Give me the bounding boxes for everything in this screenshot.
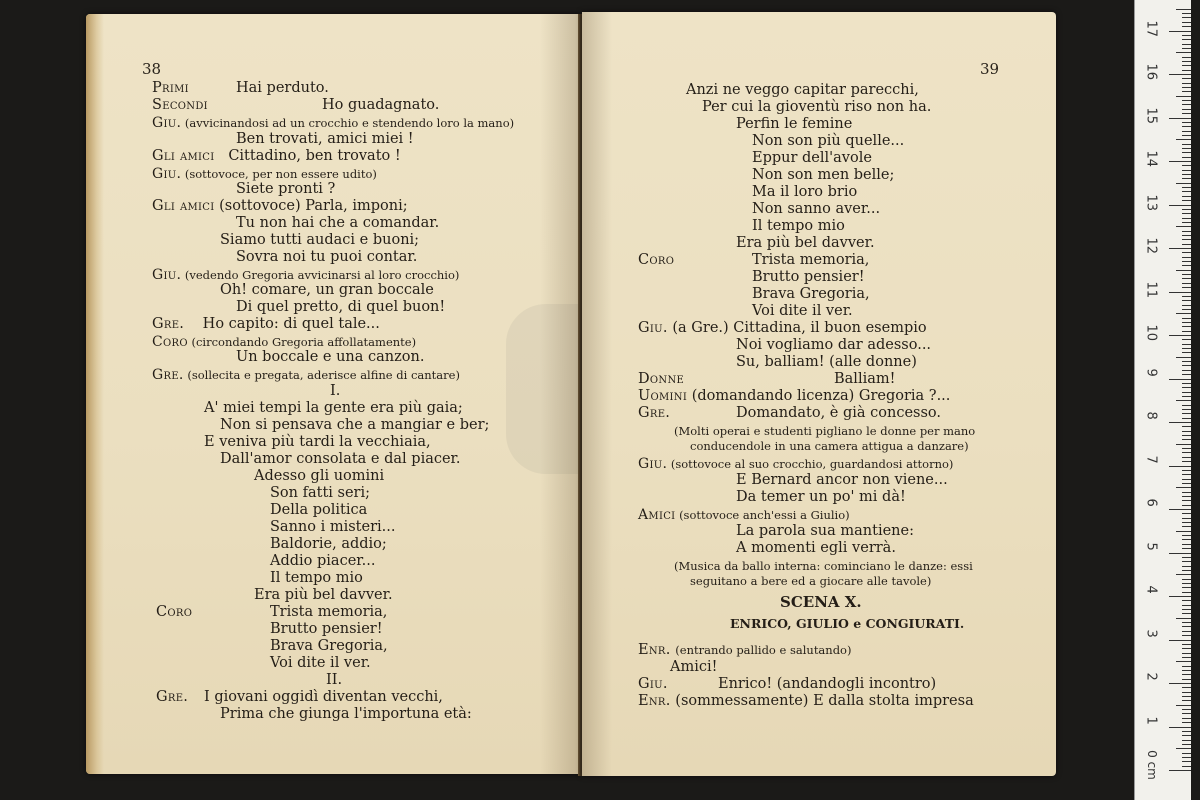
ruler-tick <box>1182 331 1191 332</box>
ruler-tick <box>1182 753 1191 754</box>
text-line: Oh! comare, un gran boccale <box>220 282 434 298</box>
ruler-tick <box>1169 683 1191 684</box>
ruler-tick <box>1182 278 1191 279</box>
text-line: Amici! <box>670 659 718 675</box>
ruler-tick <box>1182 374 1191 375</box>
text-line: Gre. (sollecita e pregata, aderisce alfine di cantare) <box>152 367 460 383</box>
ruler-tick <box>1182 766 1191 767</box>
ruler-tick <box>1182 744 1191 745</box>
ruler-tick <box>1176 226 1191 227</box>
ruler-tick <box>1182 757 1191 758</box>
ruler-tick <box>1182 196 1191 197</box>
ruler-tick <box>1176 183 1191 184</box>
ruler-label: 4 <box>1143 585 1159 594</box>
ruler-tick <box>1182 566 1191 567</box>
ruler-tick <box>1182 239 1191 240</box>
ruler-tick <box>1176 400 1191 401</box>
ruler-tick <box>1176 313 1191 314</box>
ruler-tick <box>1182 418 1191 419</box>
measurement-ruler <box>1134 0 1191 800</box>
ruler-tick <box>1169 596 1191 597</box>
ruler-label: 5 <box>1143 542 1159 551</box>
ruler-tick <box>1176 270 1191 271</box>
text-line: Gli amici (sottovoce) Parla, imponi; <box>152 198 408 214</box>
ruler-tick <box>1182 109 1191 110</box>
ruler-tick <box>1182 761 1191 762</box>
ruler-tick <box>1182 713 1191 714</box>
ruler-tick <box>1182 22 1191 23</box>
ruler-tick <box>1182 579 1191 580</box>
ruler-tick <box>1182 474 1191 475</box>
text-line: Non son più quelle... <box>752 133 905 149</box>
text-line: E veniva più tardi la vecchiaia, <box>204 434 431 450</box>
ruler-tick <box>1182 722 1191 723</box>
ruler-tick <box>1182 91 1191 92</box>
right-page-number: 39 <box>980 60 1000 78</box>
text-line: Il tempo mio <box>752 218 845 234</box>
ruler-tick <box>1182 287 1191 288</box>
ruler-tick <box>1176 574 1191 575</box>
ruler-tick <box>1182 191 1191 192</box>
text-line: Enr. (sommessamente) E dalla stolta impresa <box>638 693 974 709</box>
text-line: Voi dite il ver. <box>270 655 371 671</box>
ruler-tick <box>1182 213 1191 214</box>
ruler-tick <box>1182 631 1191 632</box>
ruler-tick <box>1176 748 1191 749</box>
ruler-tick <box>1182 339 1191 340</box>
text-line: Hai perduto. <box>236 80 329 96</box>
text-line: Son fatti seri; <box>270 485 370 501</box>
ruler-tick <box>1176 705 1191 706</box>
ruler-label: 3 <box>1143 629 1159 638</box>
ruler-label: 8 <box>1143 411 1159 420</box>
ruler-tick <box>1182 592 1191 593</box>
ruler-tick <box>1182 461 1191 462</box>
text-line: Amici (sottovoce anch'essi a Giulio) <box>638 507 850 523</box>
ruler-tick <box>1182 666 1191 667</box>
ruler-tick <box>1182 322 1191 323</box>
ruler-tick <box>1182 65 1191 66</box>
ruler-tick <box>1169 379 1191 380</box>
scene-characters: ENRICO, GIULIO e CONGIURATI. <box>730 616 965 631</box>
ruler-tick <box>1182 296 1191 297</box>
ruler-tick <box>1182 165 1191 166</box>
text-line: La parola sua mantiene: <box>736 523 914 539</box>
ruler-tick <box>1182 274 1191 275</box>
ruler-tick <box>1182 605 1191 606</box>
ruler-tick <box>1182 344 1191 345</box>
ruler-tick <box>1182 570 1191 571</box>
ruler-label: 9 <box>1143 368 1159 377</box>
ruler-tick <box>1182 600 1191 601</box>
text-line: Perfin le femine <box>736 116 853 132</box>
ruler-tick <box>1182 131 1191 132</box>
ruler-tick <box>1182 387 1191 388</box>
ruler-tick <box>1182 470 1191 471</box>
ruler-tick <box>1182 496 1191 497</box>
ruler-tick <box>1182 435 1191 436</box>
ruler-tick <box>1182 513 1191 514</box>
ruler-tick <box>1182 653 1191 654</box>
text-line: Coro <box>156 604 193 620</box>
ruler-tick <box>1182 431 1191 432</box>
text-line: Giu. (avvicinandosi ad un crocchio e stendendo loro la mano) <box>152 115 515 131</box>
ruler-tick <box>1182 718 1191 719</box>
ruler-tick <box>1182 87 1191 88</box>
text-line: Il tempo mio <box>270 570 363 586</box>
text-line: E Bernard ancor non viene... <box>736 472 948 488</box>
ruler-tick <box>1182 735 1191 736</box>
ruler-tick <box>1182 692 1191 693</box>
text-line: Prima che giunga l'importuna età: <box>220 706 472 722</box>
ruler-tick <box>1182 113 1191 114</box>
ruler-tick <box>1176 139 1191 140</box>
text-line: Adesso gli uomini <box>254 468 385 484</box>
ruler-tick <box>1182 252 1191 253</box>
ruler-tick <box>1182 535 1191 536</box>
ruler-tick <box>1182 78 1191 79</box>
text-line: Donne <box>638 371 685 387</box>
section-number: I. <box>330 383 341 399</box>
ruler-tick <box>1176 661 1191 662</box>
text-line: Anzi ne veggo capitar parecchi, <box>686 82 919 98</box>
text-line: A' miei tempi la gente era più gaia; <box>204 400 463 416</box>
ruler-tick <box>1182 439 1191 440</box>
ruler-tick <box>1182 148 1191 149</box>
ruler-tick <box>1182 644 1191 645</box>
stage-direction: (Molti operai e studenti pigliano le donne per mano <box>674 424 976 438</box>
text-line: Ma il loro brio <box>752 184 858 200</box>
ruler-tick <box>1182 309 1191 310</box>
ruler-tick <box>1182 35 1191 36</box>
ruler-tick <box>1182 396 1191 397</box>
ruler-label: 2 <box>1143 672 1159 681</box>
left-page-number: 38 <box>142 60 162 78</box>
ruler-tick <box>1182 409 1191 410</box>
ruler-tick <box>1182 648 1191 649</box>
ruler-tick <box>1182 370 1191 371</box>
ruler-tick <box>1182 674 1191 675</box>
ruler-tick <box>1182 13 1191 14</box>
text-line: Gre. <box>638 405 671 421</box>
text-line: Da temer un po' mi dà! <box>736 489 906 505</box>
ruler-tick <box>1182 39 1191 40</box>
watermark-logo <box>506 304 580 474</box>
ruler-tick <box>1182 526 1191 527</box>
ruler-tick <box>1176 487 1191 488</box>
ruler-tick <box>1182 283 1191 284</box>
ruler-label: 6 <box>1143 498 1159 507</box>
ruler-label: 14 <box>1143 150 1159 168</box>
ruler-tick <box>1182 561 1191 562</box>
ruler-tick <box>1182 483 1191 484</box>
ruler-tick <box>1169 553 1191 554</box>
ruler-tick <box>1169 335 1191 336</box>
text-line: Addio piacer... <box>270 553 376 569</box>
ruler-label: 16 <box>1143 63 1159 81</box>
text-line: Enrico! (andandogli incontro) <box>718 676 937 692</box>
ruler-tick <box>1182 626 1191 627</box>
ruler-tick <box>1169 509 1191 510</box>
text-line: Coro (circondando Gregoria affollatamente) <box>152 334 417 350</box>
ruler-tick <box>1182 318 1191 319</box>
stage-direction: (Musica da ballo interna: cominciano le danze: essi <box>674 559 973 573</box>
ruler-tick <box>1182 500 1191 501</box>
ruler-tick <box>1182 557 1191 558</box>
ruler-tick <box>1182 365 1191 366</box>
ruler-tick <box>1182 613 1191 614</box>
text-line: I giovani oggidì diventan vecchi, <box>204 689 443 705</box>
ruler-tick <box>1176 96 1191 97</box>
ruler-tick <box>1176 618 1191 619</box>
text-line: Brava Gregoria, <box>752 286 870 302</box>
ruler-tick <box>1182 731 1191 732</box>
ruler-tick <box>1182 265 1191 266</box>
text-line: Uomini (domandando licenza) Gregoria ?... <box>638 388 951 404</box>
ruler-tick <box>1182 187 1191 188</box>
text-line: Gli amici Cittadino, ben trovato ! <box>152 148 401 164</box>
text-line: Sanno i misteri... <box>270 519 396 535</box>
ruler-tick <box>1182 709 1191 710</box>
text-line: Un boccale e una canzon. <box>236 349 425 365</box>
ruler-tick <box>1169 422 1191 423</box>
ruler-tick <box>1169 248 1191 249</box>
ruler-label: 7 <box>1143 455 1159 464</box>
text-line: Giu. (sottovoce, per non essere udito) <box>152 166 377 182</box>
text-line: Voi dite il ver. <box>752 303 853 319</box>
ruler-tick <box>1182 244 1191 245</box>
ruler-tick <box>1182 448 1191 449</box>
ruler-tick <box>1182 505 1191 506</box>
section-number: II. <box>326 672 343 688</box>
stage-direction: conducendole in una camera attigua a danzare) <box>690 439 969 453</box>
text-line: Sovra noi tu puoi contar. <box>236 249 418 265</box>
ruler-tick <box>1182 413 1191 414</box>
ruler-tick <box>1182 152 1191 153</box>
ruler-tick <box>1169 640 1191 641</box>
ruler-tick <box>1169 770 1191 771</box>
ruler-tick <box>1182 609 1191 610</box>
text-line: Giu. (vedendo Gregoria avvicinarsi al loro crocchio) <box>152 267 460 283</box>
ruler-tick <box>1169 292 1191 293</box>
text-line: Dall'amor consolata e dal piacer. <box>220 451 461 467</box>
ruler-tick <box>1182 361 1191 362</box>
ruler-tick <box>1182 170 1191 171</box>
text-line: Ho guadagnato. <box>322 97 440 113</box>
ruler-tick <box>1182 17 1191 18</box>
ruler-tick <box>1169 74 1191 75</box>
text-line: Brava Gregoria, <box>270 638 388 654</box>
text-line: Trista memoria, <box>752 252 870 268</box>
text-line: Gre. <box>156 689 189 705</box>
text-line: Secondi <box>152 97 208 113</box>
ruler-tick <box>1182 209 1191 210</box>
ruler-tick <box>1182 352 1191 353</box>
ruler-tick <box>1182 104 1191 105</box>
ruler-tick <box>1182 405 1191 406</box>
ruler-tick <box>1182 696 1191 697</box>
text-line: Era più bel davver. <box>736 235 875 251</box>
ruler-tick <box>1182 100 1191 101</box>
ruler-tick <box>1169 31 1191 32</box>
ruler-tick <box>1182 392 1191 393</box>
text-line: Brutto pensier! <box>752 269 865 285</box>
text-line: Enr. (entrando pallido e salutando) <box>638 642 852 658</box>
ruler-tick <box>1182 679 1191 680</box>
ruler-tick <box>1182 539 1191 540</box>
text-line: Baldorie, addio; <box>270 536 387 552</box>
text-line: Giu. (a Gre.) Cittadina, il buon esempio <box>638 320 927 336</box>
ruler-tick <box>1182 326 1191 327</box>
ruler-tick <box>1176 531 1191 532</box>
ruler-label: 11 <box>1143 281 1159 298</box>
ruler-tick <box>1182 426 1191 427</box>
text-line: Balliam! <box>834 371 896 387</box>
ruler-tick <box>1182 144 1191 145</box>
ruler-tick <box>1182 300 1191 301</box>
ruler-tick <box>1182 44 1191 45</box>
ruler-label: 17 <box>1143 20 1159 37</box>
ruler-tick <box>1176 9 1191 10</box>
ruler-tick <box>1182 657 1191 658</box>
text-line: Non sanno aver... <box>752 201 881 217</box>
ruler-tick <box>1182 700 1191 701</box>
text-line: Brutto pensier! <box>270 621 383 637</box>
ruler-tick <box>1182 83 1191 84</box>
ruler-tick <box>1182 544 1191 545</box>
ruler-tick <box>1182 26 1191 27</box>
ruler-tick <box>1182 235 1191 236</box>
text-line: Non son men belle; <box>752 167 895 183</box>
left-page <box>86 14 580 774</box>
ruler-tick <box>1182 452 1191 453</box>
text-line: Della politica <box>270 502 368 518</box>
ruler-unit: 0 cm <box>1144 750 1159 780</box>
ruler-tick <box>1169 205 1191 206</box>
ruler-tick <box>1182 687 1191 688</box>
text-line: Ben trovati, amici miei ! <box>236 131 414 147</box>
ruler-tick <box>1176 357 1191 358</box>
ruler-tick <box>1182 126 1191 127</box>
text-line: Eppur dell'avole <box>752 150 872 166</box>
text-line: Coro <box>638 252 675 268</box>
text-line: Tu non hai che a comandar. <box>236 215 440 231</box>
text-line: Siete pronti ? <box>236 181 336 197</box>
ruler-tick <box>1182 518 1191 519</box>
ruler-tick <box>1182 622 1191 623</box>
ruler-tick <box>1182 740 1191 741</box>
text-line: Primi <box>152 80 189 96</box>
ruler-tick <box>1176 444 1191 445</box>
ruler-tick <box>1182 70 1191 71</box>
ruler-tick <box>1182 231 1191 232</box>
ruler-label: 15 <box>1143 107 1159 124</box>
ruler-tick <box>1182 457 1191 458</box>
ruler-tick <box>1182 157 1191 158</box>
ruler-tick <box>1169 466 1191 467</box>
ruler-tick <box>1182 57 1191 58</box>
text-line: Noi vogliamo dar adesso... <box>736 337 932 353</box>
ruler-tick <box>1169 161 1191 162</box>
text-line: Gre. Ho capito: di quel tale... <box>152 316 380 332</box>
ruler-tick <box>1182 670 1191 671</box>
scene-heading: SCENA X. <box>780 593 862 611</box>
text-line: Su, balliam! (alle donne) <box>736 354 917 370</box>
ruler-tick <box>1182 122 1191 123</box>
ruler-tick <box>1182 48 1191 49</box>
ruler-tick <box>1182 178 1191 179</box>
ruler-tick <box>1182 479 1191 480</box>
ruler-tick <box>1182 61 1191 62</box>
text-line: Giu. <box>638 676 668 692</box>
ruler-tick <box>1176 52 1191 53</box>
ruler-tick <box>1182 200 1191 201</box>
ruler-label: 10 <box>1143 324 1159 342</box>
ruler-tick <box>1182 587 1191 588</box>
ruler-tick <box>1182 583 1191 584</box>
text-line: Trista memoria, <box>270 604 388 620</box>
ruler-tick <box>1182 218 1191 219</box>
ruler-label: 13 <box>1143 194 1159 211</box>
ruler-tick <box>1182 257 1191 258</box>
text-line: Era più bel davver. <box>254 587 393 603</box>
text-line: Non si pensava che a mangiar e ber; <box>220 417 490 433</box>
ruler-tick <box>1182 222 1191 223</box>
ruler-tick <box>1182 383 1191 384</box>
ruler-tick <box>1169 727 1191 728</box>
stage-direction: seguitano a bere ed a giocare alle tavole) <box>690 574 932 588</box>
ruler-tick <box>1182 492 1191 493</box>
text-line: Di quel pretto, di quel buon! <box>236 299 446 315</box>
text-line: A momenti egli verrà. <box>736 540 896 556</box>
ruler-tick <box>1182 522 1191 523</box>
text-line: Per cui la gioventù riso non ha. <box>702 99 932 115</box>
ruler-tick <box>1182 174 1191 175</box>
ruler-tick <box>1182 635 1191 636</box>
right-page <box>582 12 1056 776</box>
text-line: Domandato, è già concesso. <box>736 405 942 421</box>
text-line: Siamo tutti audaci e buoni; <box>220 232 420 248</box>
ruler-tick <box>1182 261 1191 262</box>
ruler-tick <box>1169 118 1191 119</box>
text-line: Giu. (sottovoce al suo crocchio, guardandosi attorno) <box>638 456 954 472</box>
ruler-label: 1 <box>1143 716 1159 725</box>
ruler-tick <box>1182 548 1191 549</box>
ruler-tick <box>1182 348 1191 349</box>
ruler-tick <box>1182 305 1191 306</box>
ruler-label: 12 <box>1143 237 1159 255</box>
ruler-tick <box>1182 135 1191 136</box>
